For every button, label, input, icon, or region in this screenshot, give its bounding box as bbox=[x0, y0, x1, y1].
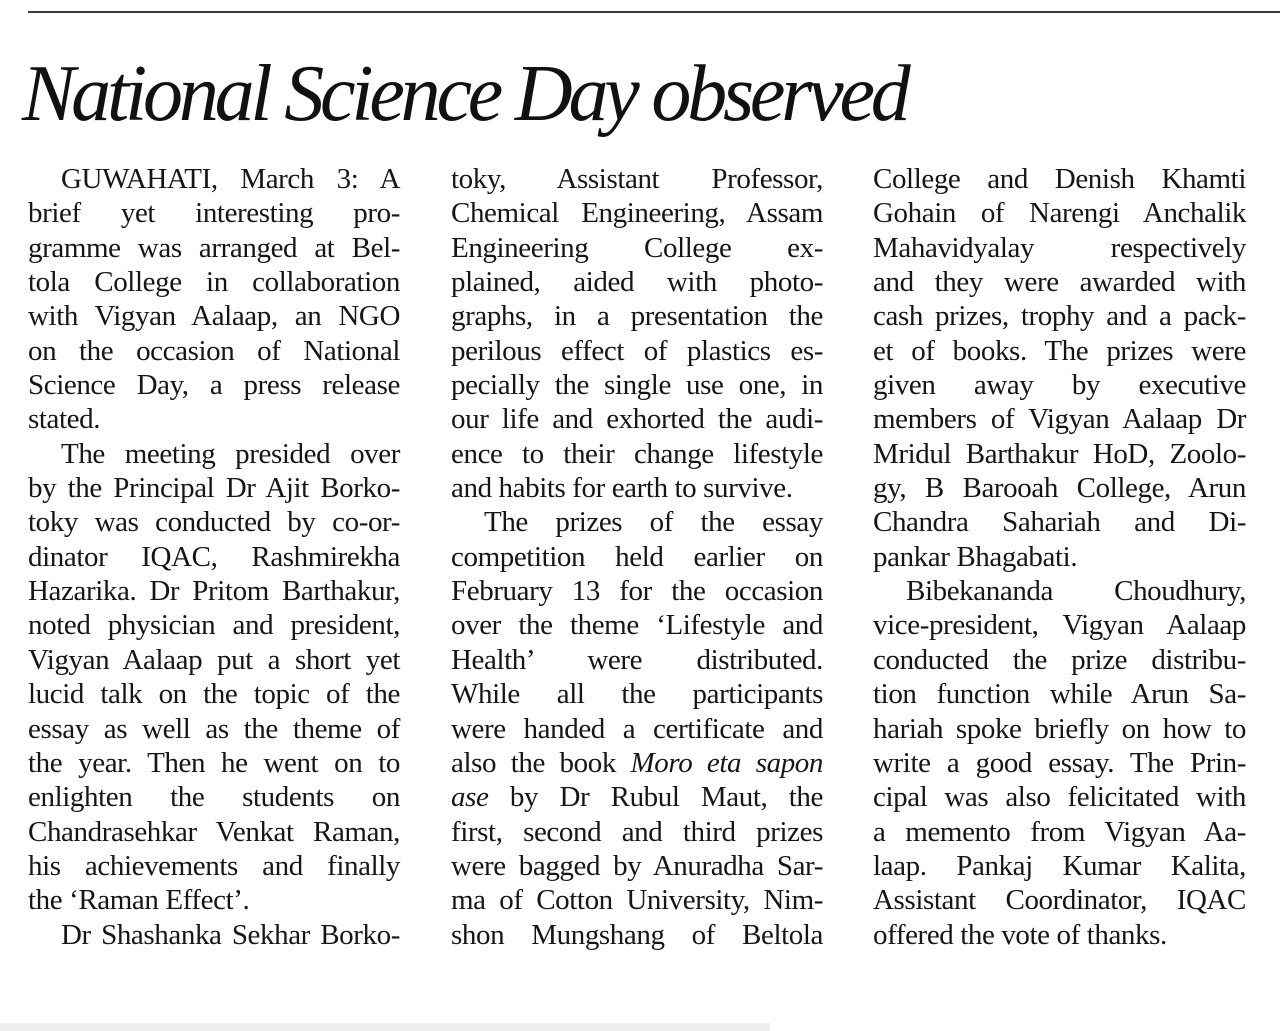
line-text: offered the vote of thanks. bbox=[873, 918, 1167, 951]
text-line bbox=[28, 815, 400, 849]
text-line bbox=[28, 780, 400, 814]
text-line bbox=[873, 918, 1246, 952]
text-line bbox=[28, 265, 400, 299]
text-line bbox=[873, 471, 1246, 505]
text-line bbox=[451, 368, 823, 402]
text-line bbox=[28, 849, 400, 883]
line-text: brief yet interesting pro- bbox=[28, 197, 400, 230]
line-text: gramme was arranged at Bel- bbox=[28, 231, 400, 264]
line-text: toky, Assistant Professor, bbox=[451, 163, 823, 195]
text-line bbox=[873, 196, 1246, 230]
text-line bbox=[451, 196, 823, 230]
text-line bbox=[28, 231, 400, 265]
text-line bbox=[28, 368, 400, 402]
line-text: et of books. The prizes were bbox=[873, 334, 1246, 367]
text-line bbox=[451, 780, 823, 814]
line-text: Bibekananda Choudhury, bbox=[906, 575, 1246, 608]
line-text: first, second and third prizes bbox=[451, 815, 823, 848]
line-text: While all the participants bbox=[451, 678, 823, 711]
line-text: with Vigyan Aalaap, an NGO bbox=[28, 300, 400, 333]
line-text: a memento from Vigyan Aa- bbox=[873, 815, 1246, 848]
text-line bbox=[451, 918, 823, 952]
line-text: graphs, in a presentation the bbox=[451, 300, 823, 333]
line-text: cipal was also felicitated with bbox=[873, 781, 1246, 814]
text-line bbox=[451, 437, 823, 471]
text-line bbox=[873, 643, 1246, 677]
line-text: laap. Pankaj Kumar Kalita, bbox=[873, 849, 1246, 882]
text-line bbox=[451, 505, 823, 539]
line-text: Mridul Barthakur HoD, Zoolo- bbox=[873, 437, 1246, 470]
line-text: the year. Then he went on to bbox=[28, 746, 400, 779]
line-text: toky was conducted by co-or- bbox=[28, 506, 400, 539]
text-line bbox=[873, 677, 1246, 711]
line-text: Chandrasehkar Venkat Raman, bbox=[28, 815, 400, 848]
line-text: were bagged by Anuradha Sar- bbox=[451, 849, 823, 882]
line-text: plained, aided with photo- bbox=[451, 266, 823, 299]
line-text: competition held earlier on bbox=[451, 540, 823, 573]
line-text: given away by executive bbox=[873, 369, 1246, 402]
text-line bbox=[451, 849, 823, 883]
text-line bbox=[28, 402, 400, 436]
line-text: Chandra Sahariah and Di- bbox=[873, 506, 1246, 539]
text-line bbox=[451, 712, 823, 746]
text-line bbox=[451, 334, 823, 368]
line-text: gy, B Barooah College, Arun bbox=[873, 472, 1246, 505]
text-line bbox=[873, 849, 1246, 883]
text-line bbox=[28, 712, 400, 746]
line-text: essay as well as the theme of bbox=[28, 712, 400, 745]
text-line bbox=[873, 574, 1246, 608]
line-text: tion function while Arun Sa- bbox=[873, 678, 1246, 711]
line-text: members of Vigyan Aalaap Dr bbox=[873, 403, 1246, 436]
line-text: on the occasion of National bbox=[28, 334, 400, 367]
line-text: lucid talk on the topic of the bbox=[28, 678, 400, 711]
text-line bbox=[451, 746, 823, 780]
text-line bbox=[28, 574, 400, 608]
line-text: vice-president, Vigyan Aalaap bbox=[873, 609, 1246, 642]
text-line bbox=[451, 574, 823, 608]
text-line bbox=[451, 265, 823, 299]
text-line bbox=[873, 505, 1246, 539]
line-text: our life and exhorted the audi- bbox=[451, 403, 823, 436]
line-text: College and Denish Khamti bbox=[873, 163, 1246, 195]
text-line bbox=[451, 299, 823, 333]
text-line bbox=[451, 402, 823, 436]
text-line bbox=[873, 608, 1246, 642]
text-line bbox=[28, 162, 400, 196]
line-text: stated. bbox=[28, 403, 101, 436]
line-text: ence to their change lifestyle bbox=[451, 437, 823, 470]
text-line bbox=[873, 231, 1246, 265]
text-line bbox=[28, 437, 400, 471]
text-line bbox=[873, 299, 1246, 333]
article-column-2 bbox=[451, 162, 823, 952]
line-text: Gohain of Narengi Anchalik bbox=[873, 197, 1246, 230]
text-line bbox=[28, 883, 400, 917]
text-line bbox=[873, 334, 1246, 368]
line-text: pecially the single use one, in bbox=[451, 369, 823, 402]
line-text: The prizes of the essay bbox=[484, 506, 823, 539]
line-text: write a good essay. The Prin- bbox=[873, 746, 1246, 779]
text-line bbox=[873, 402, 1246, 436]
text-line bbox=[873, 162, 1246, 196]
line-text: Mahavidyalay respectively bbox=[873, 231, 1246, 264]
line-text: cash prizes, trophy and a pack- bbox=[873, 300, 1246, 333]
line-text: and they were awarded with bbox=[873, 266, 1246, 299]
line-text: Science Day, a press release bbox=[28, 369, 400, 402]
book-title-text: Moro eta sapon bbox=[630, 746, 823, 779]
text-line bbox=[873, 265, 1246, 299]
line-text: hariah spoke briefly on how to bbox=[873, 712, 1246, 745]
text-line bbox=[28, 196, 400, 230]
line-text: perilous effect of plastics es- bbox=[451, 334, 823, 367]
article-column-3 bbox=[873, 162, 1246, 952]
text-line bbox=[873, 883, 1246, 917]
text-line bbox=[451, 883, 823, 917]
text-line bbox=[28, 746, 400, 780]
line-text: The meeting presided over bbox=[61, 437, 400, 470]
line-text: tola College in collaboration bbox=[28, 266, 400, 299]
text-line bbox=[28, 299, 400, 333]
line-text: by Dr Rubul Maut, the bbox=[488, 781, 823, 814]
text-line bbox=[28, 608, 400, 642]
line-text: Vigyan Aalaap put a short yet bbox=[28, 643, 400, 676]
text-line bbox=[28, 505, 400, 539]
top-rule bbox=[28, 11, 1280, 13]
text-line bbox=[28, 334, 400, 368]
line-text: Hazarika. Dr Pritom Barthakur, bbox=[28, 575, 400, 608]
text-line bbox=[28, 677, 400, 711]
text-line bbox=[451, 815, 823, 849]
text-line bbox=[28, 918, 400, 952]
line-text: pankar Bhagabati. bbox=[873, 540, 1078, 573]
line-text: over the theme ‘Lifestyle and bbox=[451, 609, 823, 642]
line-text: enlighten the students on bbox=[28, 781, 400, 814]
article-headline: National Science Day observed bbox=[22, 50, 907, 138]
line-text: by the Principal Dr Ajit Borko- bbox=[28, 472, 400, 505]
line-text: Chemical Engineering, Assam bbox=[451, 197, 823, 230]
text-line bbox=[28, 643, 400, 677]
text-line bbox=[451, 643, 823, 677]
text-line bbox=[873, 540, 1246, 574]
text-line bbox=[451, 162, 823, 196]
text-line bbox=[451, 471, 823, 505]
line-text: were handed a certificate and bbox=[451, 712, 823, 745]
line-text: ma of Cotton University, Nim- bbox=[451, 884, 823, 917]
text-line bbox=[873, 746, 1246, 780]
line-text: Engineering College ex- bbox=[451, 231, 823, 264]
text-line bbox=[873, 437, 1246, 471]
line-text: the ‘Raman Effect’. bbox=[28, 884, 250, 917]
text-line bbox=[451, 540, 823, 574]
text-line bbox=[873, 815, 1246, 849]
text-line bbox=[451, 677, 823, 711]
line-text: also the book bbox=[451, 746, 631, 779]
text-line bbox=[28, 471, 400, 505]
text-line bbox=[873, 368, 1246, 402]
text-line bbox=[451, 608, 823, 642]
line-text: noted physician and president, bbox=[28, 609, 400, 642]
line-text: Assistant Coordinator, IQAC bbox=[873, 884, 1246, 917]
article-column-1 bbox=[28, 162, 400, 952]
line-text: February 13 for the occasion bbox=[451, 575, 823, 608]
line-text: shon Mungshang of Beltola bbox=[451, 918, 823, 951]
page-bottom-edge bbox=[0, 1023, 770, 1031]
line-text: his achievements and finally bbox=[28, 849, 400, 882]
line-text: Dr Shashanka Sekhar Borko- bbox=[61, 918, 400, 951]
line-text: Health’ were distributed. bbox=[451, 643, 823, 676]
text-line bbox=[28, 540, 400, 574]
text-line bbox=[873, 780, 1246, 814]
text-line bbox=[873, 712, 1246, 746]
line-text: conducted the prize distribu- bbox=[873, 643, 1246, 676]
line-text: and habits for earth to survive. bbox=[451, 472, 793, 505]
book-title-text: ase bbox=[451, 781, 489, 814]
line-text: dinator IQAC, Rashmirekha bbox=[28, 540, 400, 573]
line-text: GUWAHATI, March 3: A bbox=[61, 163, 400, 195]
text-line bbox=[451, 231, 823, 265]
